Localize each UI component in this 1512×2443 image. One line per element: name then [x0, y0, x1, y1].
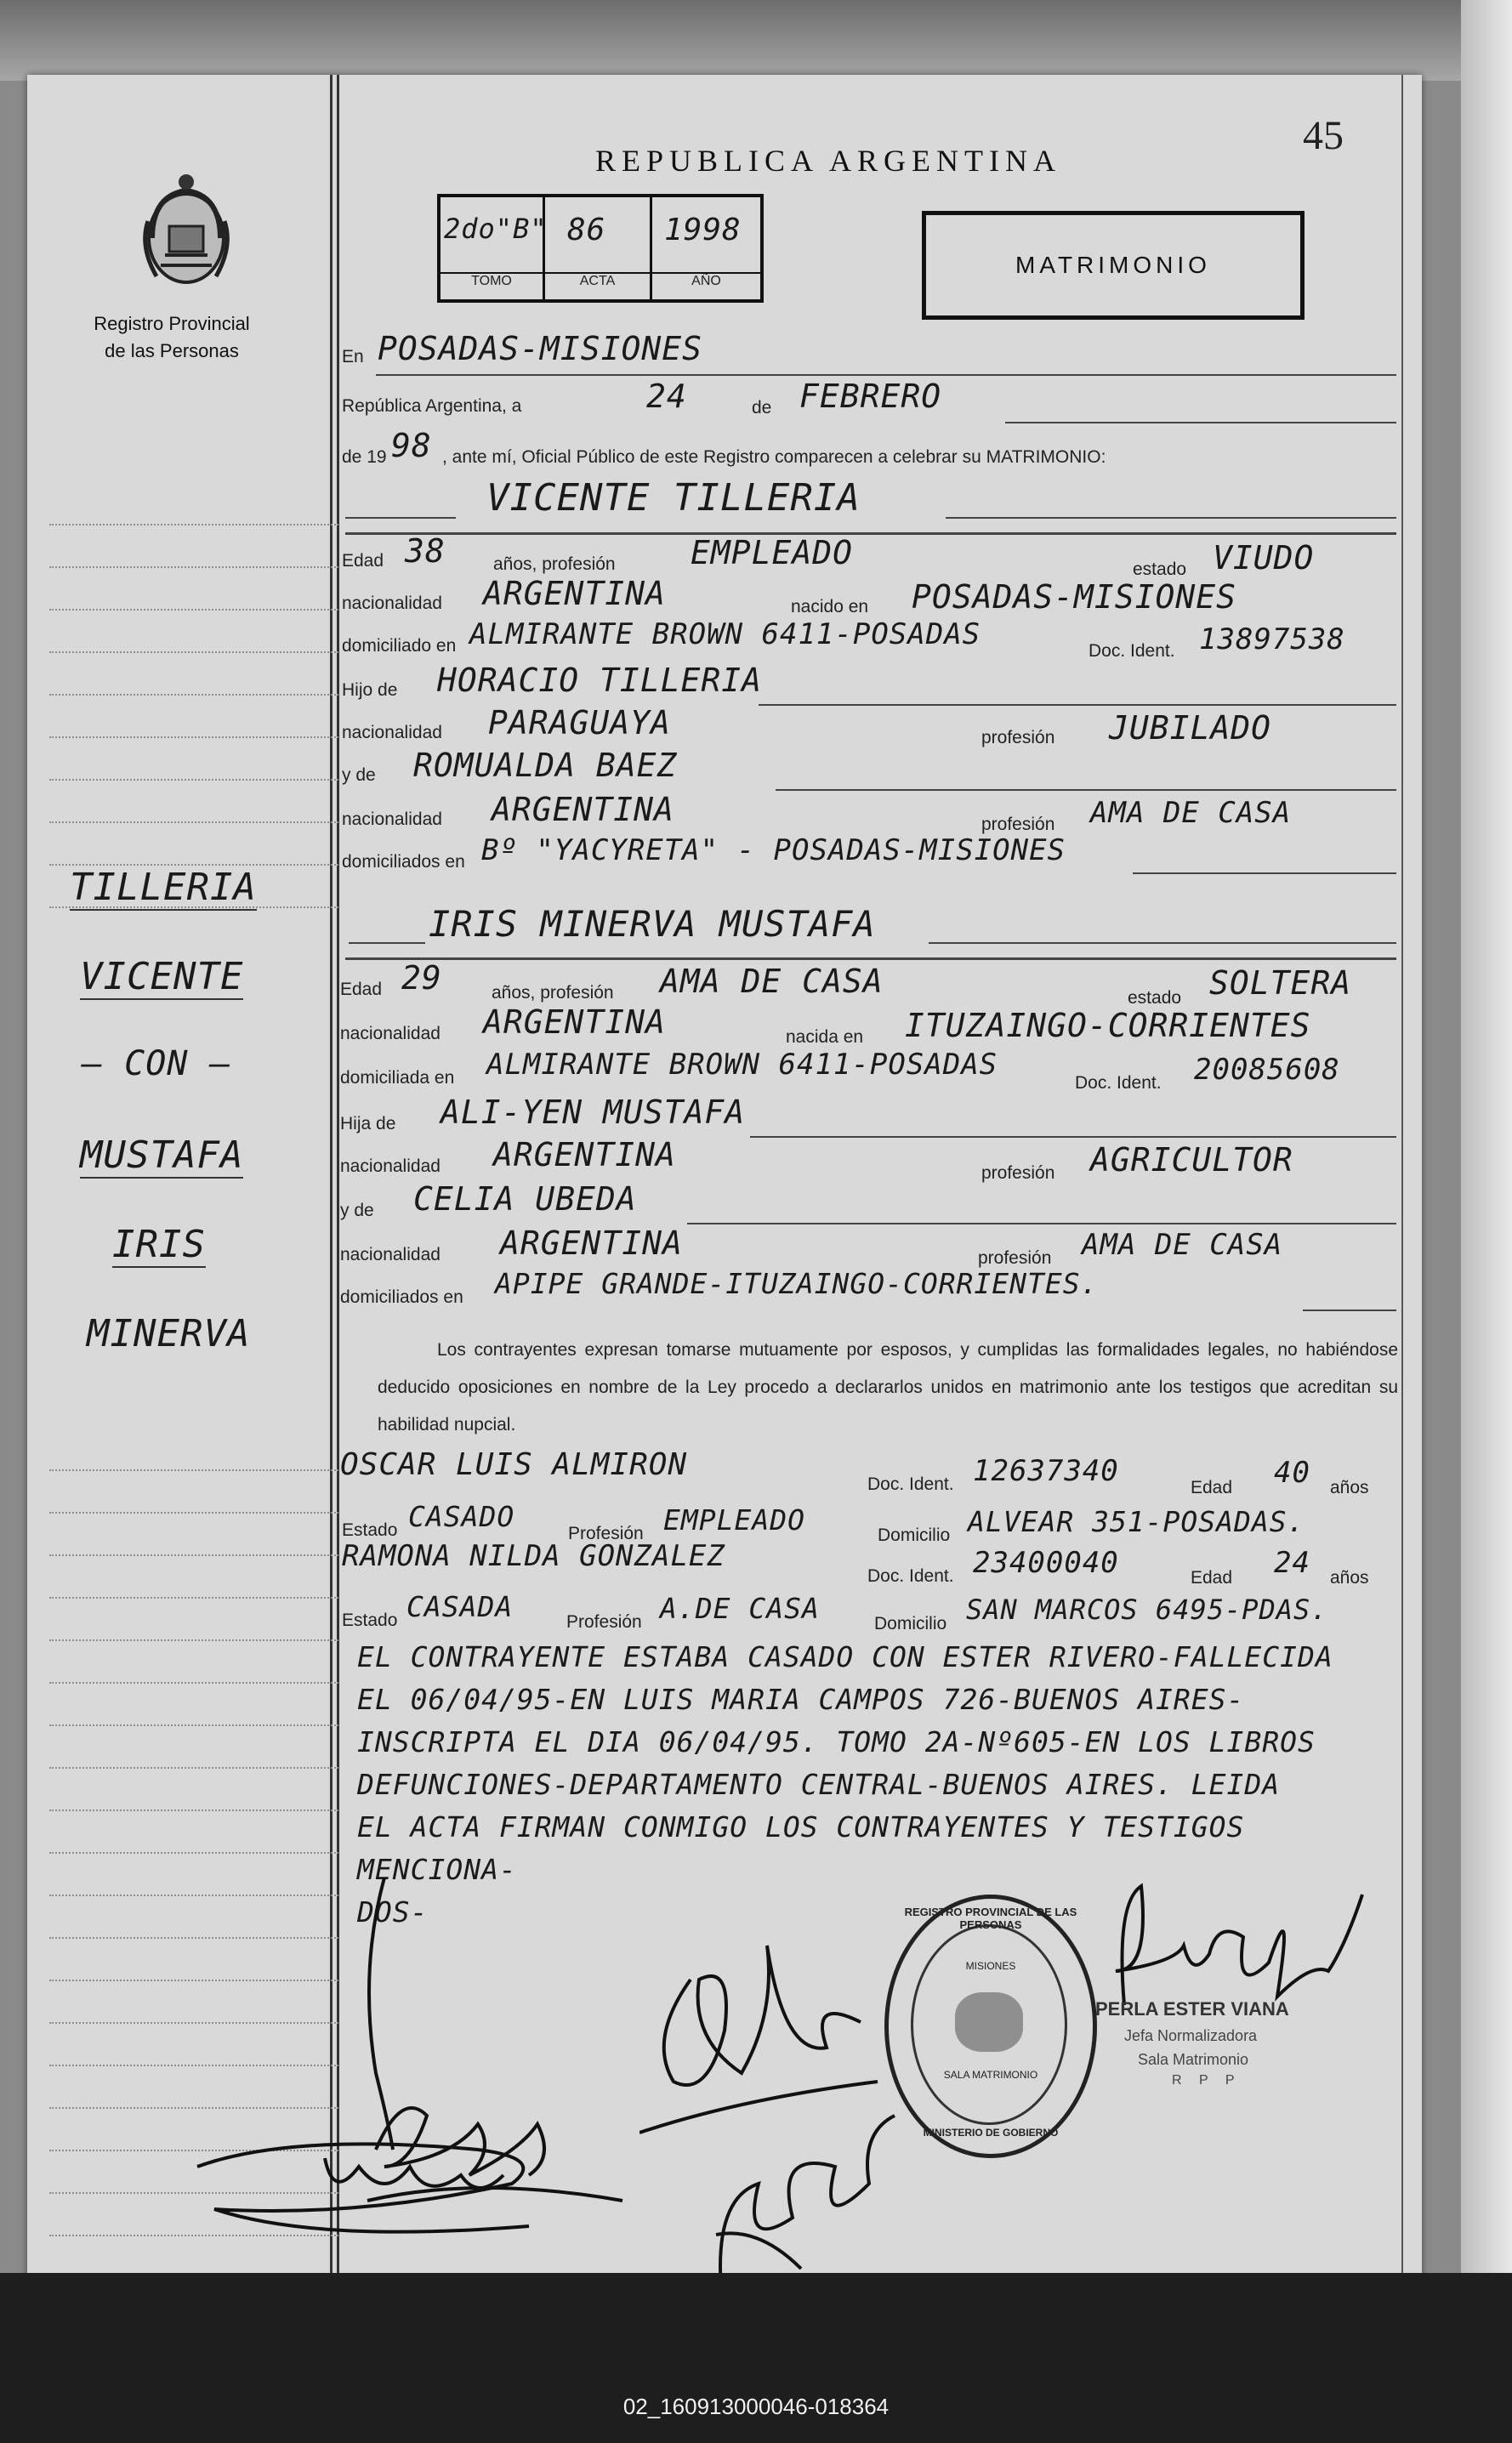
certificate-page [27, 75, 1422, 2277]
groom-nacido-label: nacido en [791, 597, 869, 616]
witness1-profession: EMPLEADO [663, 1503, 805, 1537]
republic-label: República Argentina, a [342, 396, 522, 416]
year-label: AÑO [652, 272, 760, 289]
groom-name-line-right [946, 517, 1396, 519]
bride-address: ALMIRANTE BROWN 6411-POSADAS [486, 1048, 998, 1082]
groom-birthplace: POSADAS-MISIONES [912, 578, 1237, 616]
witness2-prof-label: Profesión [566, 1612, 642, 1632]
margin-rule [49, 2107, 338, 2109]
bride-edad-label: Edad [340, 980, 383, 999]
seal-bottom-text: MINISTERIO DE GOBIERNO [923, 2127, 1059, 2139]
acta-value: 86 [567, 213, 606, 247]
groom-doc: 13897538 [1199, 622, 1345, 656]
act-reference-box [437, 194, 764, 303]
declaration-text: Los contrayentes expresan tomarse mutuamente por esposos, y cumplidas las formalidades legales, no habiéndose deducido oposiciones en nombre de la Ley procedo a declararlos unidos en matrimonio ante los testigos que acreditan su habilidad nupcial. [378, 1340, 1398, 1435]
bride-nac-label: nacionalidad [340, 1024, 441, 1043]
note-line: DEFUNCIONES-DEPARTAMENTO CENTRAL-BUENOS AIRES. LEIDA [357, 1768, 1281, 1801]
seal-top-text: MISIONES [965, 1960, 1016, 1972]
groom-mother-profession: AMA DE CASA [1090, 796, 1292, 830]
bride-father: ALI-YEN MUSTAFA [441, 1094, 746, 1131]
bride-yde-label: y de [340, 1201, 374, 1220]
margin-surname-bride: MUSTAFA [80, 1133, 244, 1177]
witness2-anos-label: años [1330, 1568, 1369, 1588]
note-line: EL CONTRAYENTE ESTABA CASADO CON ESTER RIVERO-FALLECIDA [357, 1640, 1333, 1673]
margin-rule [49, 609, 338, 611]
groom-mother-nac-label: nacionalidad [342, 810, 442, 829]
groom-father-profession: JUBILADO [1109, 709, 1272, 747]
official-title2: Sala Matrimonio [1138, 2051, 1249, 2068]
margin-rule [49, 1895, 338, 1896]
seal-emblem [955, 1992, 1023, 2052]
groom-yde-label: y de [342, 765, 376, 785]
bride-mother-profession: AMA DE CASA [1082, 1228, 1283, 1262]
year-cell [652, 197, 760, 299]
bride-father-nationality: ARGENTINA [493, 1136, 676, 1173]
bride-profession: AMA DE CASA [660, 963, 884, 1000]
acta-label: ACTA [545, 272, 650, 289]
witness1-address: ALVEAR 351-POSADAS. [968, 1505, 1305, 1538]
margin-con: — CON — [82, 1044, 231, 1083]
note-line: DOS- [357, 1895, 429, 1929]
groom-edad-label: Edad [342, 551, 384, 571]
bride-doc-label: Doc. Ident. [1075, 1073, 1162, 1093]
official-initials: R P P [1172, 2073, 1242, 2088]
bride-hija-label: Hija de [340, 1114, 396, 1133]
groom-mother-line [776, 789, 1396, 791]
margin-rule [49, 1980, 338, 1981]
margin-rule [49, 2065, 338, 2066]
witness2-estado: CASADA [406, 1590, 514, 1623]
groom-parents-line [1133, 872, 1396, 874]
groom-header-rule [345, 532, 1396, 535]
bride-signature [189, 2116, 665, 2260]
bride-mother: CELIA UBEDA [413, 1180, 637, 1218]
witness2-profession: A.DE CASA [660, 1592, 820, 1625]
margin-rule [49, 566, 338, 568]
witness1-prof-label: Profesión [568, 1524, 644, 1543]
bride-nationality: ARGENTINA [483, 1003, 666, 1041]
margin-rule [49, 736, 338, 738]
country-heading: REPUBLICA ARGENTINA [595, 144, 1062, 178]
note-line: EL ACTA FIRMAN CONMIGO LOS CONTRAYENTES Y TESTIGOS MENCIONA- [357, 1810, 1245, 1886]
bride-mother-nac-label: nacionalidad [340, 1245, 441, 1264]
bride-name: IRIS MINERVA MUSTAFA [429, 903, 876, 945]
margin-rule [49, 524, 338, 526]
tomo-label: TOMO [441, 272, 543, 289]
page-number: 45 [1303, 113, 1344, 158]
witness1-doc: 12637340 [973, 1454, 1119, 1488]
margin-rule [49, 1852, 338, 1854]
tomo-cell [441, 197, 548, 299]
act-type-box [922, 211, 1305, 320]
coat-of-arms-logo [131, 170, 242, 298]
registry-name-line1: Registro Provincial [94, 313, 250, 334]
margin-rule [49, 1639, 338, 1641]
image-caption: 02_160913000046-018364 [622, 2394, 890, 2419]
groom-mother: ROMUALDA BAEZ [413, 747, 678, 784]
bride-mother-nationality: ARGENTINA [500, 1224, 683, 1262]
registry-name-line2: de las Personas [105, 340, 239, 361]
background-top [0, 0, 1512, 81]
margin-name-bride: IRIS [112, 1223, 206, 1266]
witness1-age: 40 [1274, 1456, 1310, 1490]
groom-father-prof-label: profesión [981, 728, 1055, 747]
margin-rule [49, 1937, 338, 1939]
groom-father-nationality: PARAGUAYA [488, 704, 671, 741]
witness2-edad-label: Edad [1191, 1568, 1233, 1588]
margin-rule [49, 1512, 338, 1514]
witness2-doc: 23400040 [973, 1546, 1119, 1580]
margin-divider-left [330, 75, 333, 2277]
groom-nac-label: nacionalidad [342, 594, 442, 613]
groom-address: ALMIRANTE BROWN 6411-POSADAS [469, 617, 981, 651]
official-seal [884, 1895, 1097, 2158]
margin-rule [49, 1682, 338, 1684]
bride-father-prof-label: profesión [981, 1163, 1055, 1183]
margin-rule [49, 1469, 338, 1471]
page-right-border [1401, 75, 1403, 2277]
month-value: FEBRERO [799, 378, 942, 415]
bride-name-line-right [929, 942, 1396, 944]
margin-rule [49, 651, 338, 653]
margin-rule [49, 821, 338, 823]
witness1-estado-label: Estado [342, 1520, 398, 1540]
day-value: 24 [646, 378, 687, 415]
groom-estado-label: estado [1133, 560, 1187, 579]
background-right [1461, 0, 1512, 2443]
bride-profesion-label: años, profesión [492, 983, 614, 1003]
tomo-value: 2do"B" [444, 213, 548, 245]
groom-doc-label: Doc. Ident. [1089, 641, 1175, 661]
margin-divider-right [337, 75, 339, 2277]
bride-age: 29 [401, 959, 442, 997]
seal-inner-text: SALA MATRIMONIO [943, 2069, 1038, 2081]
groom-nationality: ARGENTINA [483, 575, 666, 612]
ceremony-sentence: , ante mí, Oficial Público de este Registro comparecen a celebrar su MATRIMONIO: [442, 447, 1106, 467]
bride-mother-prof-label: profesión [978, 1248, 1052, 1268]
place-line [376, 374, 1396, 376]
groom-hijo-label: Hijo de [342, 680, 398, 700]
bride-dom-label: domiciliada en [340, 1068, 455, 1088]
groom-age: 38 [405, 532, 446, 570]
bride-parents-dom-label: domiciliados en [340, 1287, 463, 1307]
groom-parents-dom-label: domiciliados en [342, 852, 465, 872]
official-title1: Jefa Normalizadora [1124, 2027, 1258, 2044]
margin-rule [49, 2022, 338, 2024]
de-label: de [752, 398, 772, 418]
witness2-dom-label: Domicilio [874, 1614, 947, 1633]
bride-doc: 20085608 [1194, 1053, 1340, 1087]
groom-father: HORACIO TILLERIA [437, 662, 763, 699]
bride-estado: SOLTERA [1209, 964, 1352, 1002]
margin-rule [49, 1554, 338, 1556]
groom-profession: EMPLEADO [691, 534, 854, 571]
note-line: INSCRIPTA EL DIA 06/04/95. TOMO 2A-Nº605-EN LOS LIBROS [357, 1725, 1316, 1758]
margin-rule [49, 1724, 338, 1726]
groom-father-nac-label: nacionalidad [342, 723, 442, 742]
groom-dom-label: domiciliado en [342, 636, 457, 656]
groom-mother-nationality: ARGENTINA [492, 791, 674, 828]
margin-middle-name-bride: MINERVA [87, 1312, 251, 1355]
witness2-address: SAN MARCOS 6495-PDAS. [966, 1594, 1328, 1626]
margin-rule [49, 1810, 338, 1811]
bride-mother-line [687, 1223, 1396, 1224]
margin-rule [49, 1597, 338, 1599]
year-value: 1998 [664, 213, 742, 247]
bride-parents-line [1303, 1310, 1396, 1311]
official-name: PERLA ESTER VIANA [1095, 1998, 1289, 2020]
bride-birthplace: ITUZAINGO-CORRIENTES [905, 1007, 1311, 1044]
bride-father-line [750, 1136, 1396, 1138]
bride-nacida-label: nacida en [786, 1027, 864, 1047]
groom-mother-prof-label: profesión [981, 815, 1055, 834]
groom-name-line-left [345, 517, 456, 519]
witness1-doc-label: Doc. Ident. [867, 1474, 954, 1494]
margin-rule [49, 694, 338, 696]
bride-header-rule [345, 957, 1396, 960]
month-line [1005, 422, 1396, 423]
groom-father-line [759, 704, 1396, 706]
note-line: EL 06/04/95-EN LUIS MARIA CAMPOS 726-BUENOS AIRES- [357, 1683, 1245, 1716]
bride-name-line-left [349, 942, 425, 944]
margin-surname-groom: TILLERIA [70, 866, 257, 909]
year-prefix-label: de 19 [342, 447, 387, 467]
witness1-estado: CASADO [408, 1500, 515, 1533]
year-value-line: 98 [391, 427, 432, 464]
witness2-estado-label: Estado [342, 1611, 398, 1630]
bride-father-nac-label: nacionalidad [340, 1156, 441, 1176]
margin-rule [49, 779, 338, 781]
place-value: POSADAS-MISIONES [378, 330, 703, 367]
margin-rule [49, 1767, 338, 1769]
witness1-dom-label: Domicilio [878, 1525, 951, 1545]
seal-outer-text: REGISTRO PROVINCIAL DE LAS PERSONAS [904, 1906, 1077, 1931]
bride-estado-label: estado [1128, 988, 1182, 1008]
witness2-age: 24 [1274, 1546, 1310, 1580]
bride-parents-address: APIPE GRANDE-ITUZAINGO-CORRIENTES. [495, 1267, 1099, 1300]
groom-name: VICENTE TILLERIA [486, 476, 861, 520]
acta-cell [545, 197, 652, 299]
en-label: En [342, 347, 364, 366]
act-type-label: MATRIMONIO [1015, 252, 1211, 278]
groom-estado: VIUDO [1213, 539, 1315, 577]
groom-profesion-label: años, profesión [493, 554, 616, 574]
witness1-anos-label: años [1330, 1478, 1369, 1497]
witness2-name: RAMONA NILDA GONZALEZ [342, 1539, 725, 1573]
witness1-name: OSCAR LUIS ALMIRON [340, 1447, 688, 1482]
witness1-edad-label: Edad [1191, 1478, 1233, 1497]
witness2-doc-label: Doc. Ident. [867, 1566, 954, 1586]
bride-father-profession: AGRICULTOR [1090, 1141, 1293, 1179]
margin-name-groom: VICENTE [80, 955, 244, 998]
groom-parents-address: Bº "YACYRETA" - POSADAS-MISIONES [481, 833, 1066, 867]
